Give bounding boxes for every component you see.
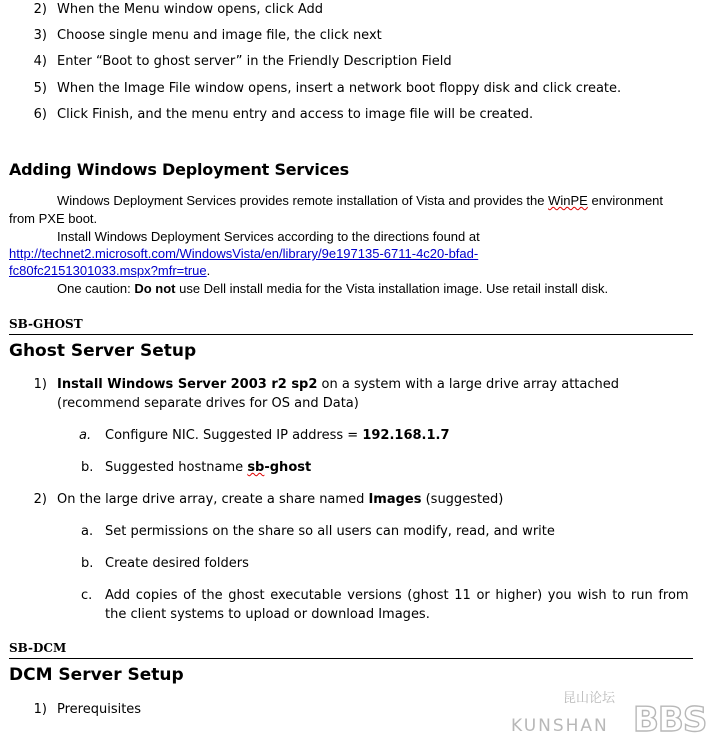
- sub-list-text: Configure NIC. Suggested IP address =: [105, 428, 363, 443]
- sub-list-letter: b.: [81, 556, 94, 571]
- emphasis: Install Windows Server 2003 r2 sp2: [57, 377, 318, 392]
- site-watermark: [511, 686, 711, 738]
- sub-list-letter: a.: [79, 428, 92, 443]
- hostname-prefix: sb: [247, 460, 265, 475]
- list-text: on a system with a large drive array attached: [317, 377, 620, 392]
- list-text: When the Image File window opens, insert a network boot floppy disk and click create.: [57, 81, 622, 96]
- directions-link[interactable]: http://technet2.microsoft.com/WindowsVista/en/library/9e197135-6711-4c20-bfad-: [9, 246, 479, 261]
- list-text: Click Finish, and the menu entry and access to image file will be created.: [57, 107, 534, 122]
- list-text-line: (recommend separate drives for OS and Data): [57, 396, 359, 411]
- paragraph: Install Windows Deployment Services according to the directions found at: [57, 229, 480, 244]
- url-line: [9, 262, 210, 279]
- list-number: 5): [33, 81, 47, 96]
- sub-list-letter: a.: [81, 524, 94, 539]
- sub-list-letter: c.: [81, 588, 93, 603]
- watermark-logo: [511, 686, 711, 738]
- divider: [9, 334, 693, 335]
- caution-label: One caution:: [57, 281, 135, 296]
- list-number: 1): [33, 702, 47, 717]
- list-number: 1): [33, 377, 47, 392]
- list-number: 6): [33, 107, 47, 122]
- section-heading: Ghost Server Setup: [9, 341, 197, 361]
- punctuation: .: [206, 263, 211, 278]
- list-number: 2): [33, 2, 47, 17]
- list-text: When the Menu window opens, click Add: [57, 2, 324, 17]
- spelling-flagged-word: WinPE: [548, 193, 588, 208]
- ip-address: 192.168.1.7: [362, 428, 450, 443]
- section-tag: SB-DCM: [9, 641, 67, 655]
- url-line: [9, 245, 478, 262]
- sub-list-text: Set permissions on the share so all users can modify, read, and write: [105, 524, 555, 539]
- watermark-cjk-text: 昆山论坛: [563, 691, 616, 706]
- hostname-suffix: -ghost: [264, 460, 312, 475]
- divider: [9, 658, 693, 659]
- list-text: Choose single menu and image file, the click next: [57, 28, 382, 43]
- list-text: Prerequisites: [57, 702, 142, 717]
- share-name: Images: [368, 492, 422, 507]
- directions-link-continued[interactable]: fc80fc2151301033.mspx?mfr=true: [9, 263, 207, 278]
- section-heading: Adding Windows Deployment Services: [9, 160, 349, 179]
- watermark-bbs-text: BBS: [633, 700, 707, 738]
- section-tag: SB-GHOST: [9, 317, 83, 331]
- sub-list-text-line: the client systems to upload or download Images.: [105, 607, 430, 622]
- sub-list-letter: b.: [81, 460, 94, 475]
- paragraph-text: Windows Deployment Services provides remote installation of Vista and provides the: [57, 193, 549, 208]
- caution-text: use Dell install media for the Vista installation image. Use retail install disk.: [175, 281, 609, 296]
- sub-list-text: Create desired folders: [105, 556, 249, 571]
- paragraph-line: from PXE boot.: [9, 211, 98, 226]
- list-text: (suggested): [421, 492, 504, 507]
- watermark-latin-text: KUNSHAN: [511, 716, 609, 736]
- list-text: On the large drive array, create a share named: [57, 492, 369, 507]
- paragraph-text: environment: [587, 193, 664, 208]
- sub-list-text: Suggested hostname: [105, 460, 248, 475]
- section-heading: DCM Server Setup: [9, 665, 184, 685]
- list-text: Enter “Boot to ghost server” in the Friendly Description Field: [57, 54, 452, 69]
- sub-list-text: Add copies of the ghost executable versions (ghost 11 or higher) you wish to run from: [105, 588, 689, 603]
- paragraph: [57, 192, 663, 209]
- caution-paragraph: [57, 280, 608, 297]
- list-number: 2): [33, 492, 47, 507]
- emphasis: Do not: [134, 281, 176, 296]
- list-number: 3): [33, 28, 47, 43]
- list-number: 4): [33, 54, 47, 69]
